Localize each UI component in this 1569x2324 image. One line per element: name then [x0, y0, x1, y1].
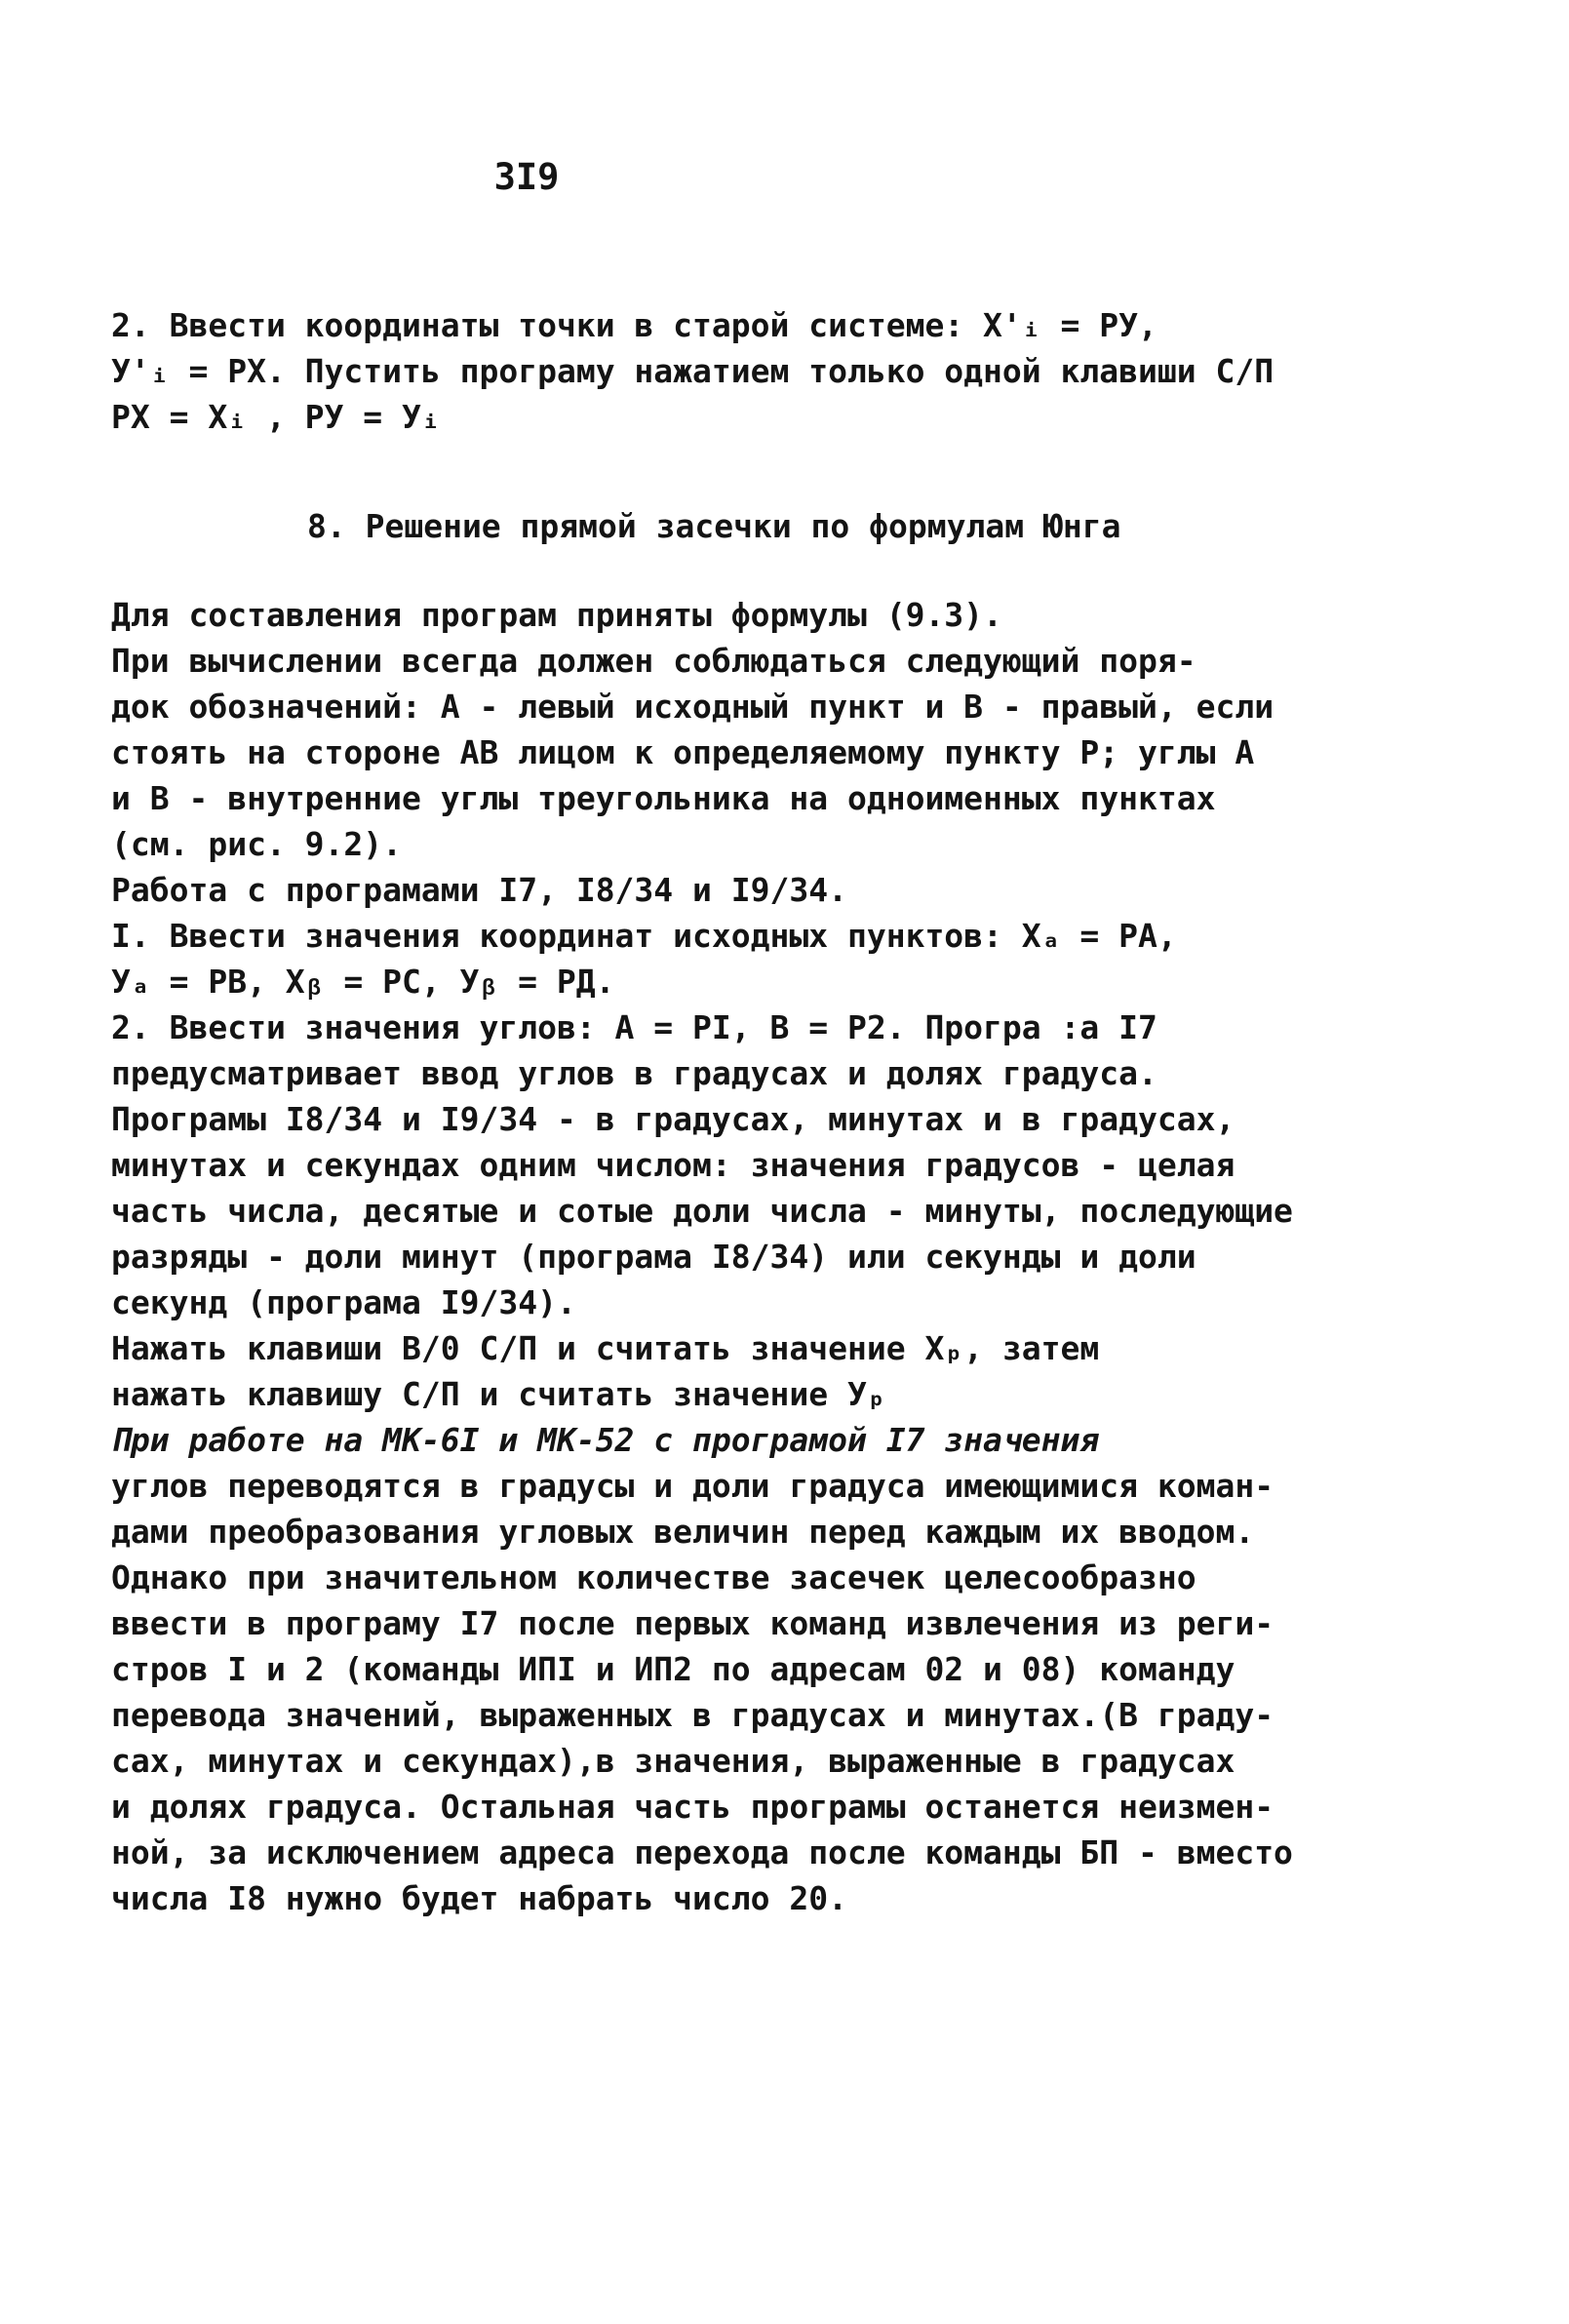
text-line: нажать клавишу С/П и считать значение Уₚ: [111, 1375, 886, 1413]
text-line: РХ = Xᵢ , РУ = Уᵢ: [111, 398, 441, 436]
text-line: Для составления програм приняты формулы (9.3).: [111, 596, 1002, 634]
text-line: часть числа, десятые и сотые доли числа - минуты, последующие: [111, 1192, 1293, 1230]
text-line: углов переводятся в градусы и доли градуса имеющимися коман-: [111, 1467, 1275, 1505]
text-line: При вычислении всегда должен соблюдаться следующий поря-: [111, 642, 1196, 680]
text-line: и В - внутренние углы треугольника на одноименных пунктах: [111, 779, 1216, 817]
instruction-block-top: [111, 302, 1275, 440]
text-line: ной, за исключением адреса перехода после команды БП - вместо: [111, 1833, 1293, 1871]
text-line: минутах и секундах одним числом: значения градусов - целая: [111, 1146, 1236, 1184]
text-line: Уₐ = РВ, Xᵦ = РС, Уᵦ = РД.: [111, 963, 615, 1001]
section-heading: 8. Решение прямой засечки по формулам Юнга: [307, 507, 1121, 545]
text-line: ввести в програму I7 после первых команд извлечения из реги-: [111, 1604, 1275, 1642]
text-line: дами преобразования угловых величин перед каждым их вводом.: [111, 1513, 1255, 1551]
text-line: 2. Ввести координаты точки в старой системе: X'ᵢ = РУ,: [111, 306, 1157, 344]
text-line: I. Ввести значения координат исходных пунктов: Xₐ = РА,: [111, 917, 1177, 955]
text-line: стоять на стороне АВ лицом к определяемому пункту Р; углы А: [111, 733, 1255, 771]
text-line: предусматривает ввод углов в градусах и долях градуса.: [111, 1054, 1157, 1092]
text-line: секунд (програма I9/34).: [111, 1283, 576, 1321]
text-line: При работе на МК-6I и МК-52 с програмой I7 значения: [111, 1421, 1100, 1459]
page-number: 3I9: [493, 156, 560, 198]
text-line: стров I и 2 (команды ИПI и ИП2 по адресам 02 и 08) команду: [111, 1650, 1236, 1688]
text-line: числа I8 нужно будет набрать число 20.: [111, 1879, 847, 1917]
text-line: У'ᵢ = РХ. Пустить програму нажатием только одной клавиши С/П: [111, 352, 1275, 390]
text-line: перевода значений, выраженных в градусах и минутах.(В граду-: [111, 1696, 1275, 1734]
text-line: (см. рис. 9.2).: [111, 825, 403, 863]
text-line: Однако при значительном количестве засечек целесообразно: [111, 1558, 1196, 1596]
text-line: Работа с програмами I7, I8/34 и I9/34.: [111, 871, 847, 909]
text-line: разряды - доли минут (програма I8/34) или секунды и доли: [111, 1238, 1196, 1276]
text-line: Програмы I8/34 и I9/34 - в градусах, минутах и в градусах,: [111, 1100, 1236, 1138]
text-line: и долях градуса. Остальная часть програмы останется неизмен-: [111, 1788, 1275, 1826]
text-line: Нажать клавиши В/0 С/П и считать значение Xₚ, затем: [111, 1329, 1100, 1367]
text-line: сах, минутах и секундах),в значения, выраженные в градусах: [111, 1742, 1236, 1780]
text-line: 2. Ввести значения углов: А = РI, В = Р2. Програ :а I7: [111, 1008, 1157, 1046]
section-body: [111, 592, 1293, 1921]
text-line: док обозначений: А - левый исходный пункт и В - правый, если: [111, 688, 1275, 726]
